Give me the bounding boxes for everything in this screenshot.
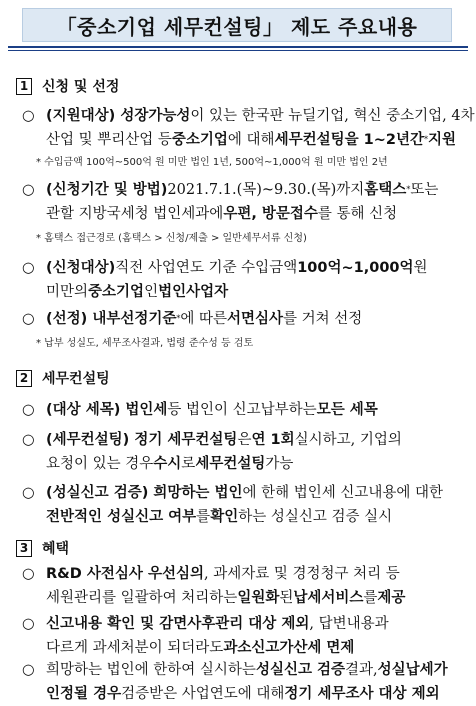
list-item-exemption: ○ 신고내용 확인 및 감면사후관리 대상 제외 , 답변내용과 다르게 과세처분이 되더라도 과소신고가산세 면제 bbox=[22, 612, 466, 660]
section-title: 신청 및 선정 bbox=[42, 79, 120, 95]
title-banner bbox=[22, 8, 452, 42]
section-number-box: 1 bbox=[16, 78, 32, 95]
circle-bullet-icon: ○ bbox=[22, 485, 35, 501]
page-title: 「중소기업 세무컨설팅」 제도 주요내용 bbox=[56, 14, 418, 39]
list-item-tax-consulting: ○ (세무컨설팅) 정기 세무컨설팅 은 연 1회 실시하고, 기업의 요청이 있는 경우 수시 로 세무컨설팅 가능 bbox=[22, 428, 466, 476]
circle-bullet-icon: ○ bbox=[22, 616, 35, 632]
list-item-compliance-review: ○ (성실신고 검증) 희망하는 법인 에 한해 법인세 신고내용에 대한 전반적인 성실신고 여부 를 확인 하는 성실신고 검증 실시 bbox=[22, 481, 466, 529]
section-1-header bbox=[16, 76, 119, 96]
circle-bullet-icon: ○ bbox=[22, 662, 35, 678]
section-2-header bbox=[16, 368, 110, 388]
footnote: * 홈택스 접근경로 (홈택스 > 신청/제출 > 일반세무서류 신청) bbox=[36, 233, 307, 244]
circle-bullet-icon: ○ bbox=[22, 566, 35, 582]
list-item-support-target: ○ (지원대상) 성장가능성 이 있는 한국판 뉴딜기업, 혁신 중소기업, 4차 산업 및 뿌리산업 등 중소기업 에 대해 세무컨설팅을 1~2년간 * 지원 bbox=[22, 104, 466, 152]
list-item-selection: ○ (선정) 내부선정기준 * 에 따른 서면심사 를 거쳐 선정 bbox=[22, 307, 466, 331]
section-3-header bbox=[16, 538, 69, 558]
circle-bullet-icon: ○ bbox=[22, 432, 35, 448]
section-title: 혜택 bbox=[42, 541, 70, 557]
list-item-rnd-priority: ○ R&D 사전심사 우선심의 , 과세자료 및 경정청구 처리 등 세원관리를 일괄하여 처리하는 일원화 된 납세서비스 를 제공 bbox=[22, 562, 466, 610]
circle-bullet-icon: ○ bbox=[22, 402, 35, 418]
section-title: 세무컨설팅 bbox=[42, 371, 110, 387]
list-item-eligibility: ○ (신청대상) 직전 사업연도 기준 수입금액 100억~1,000억 원 미만의 중소기업 인 법인사업자 bbox=[22, 256, 466, 304]
list-item-tax-items: ○ (대상 세목) 법인세 등 법인이 신고납부하는 모든 세목 bbox=[22, 398, 466, 422]
section-number-box: 2 bbox=[16, 370, 32, 387]
footnote: * 수입금액 100억~500억 원 미만 법인 1년, 500억~1,000억 원 미만 법인 2년 bbox=[36, 157, 388, 168]
list-item-application-period: ○ (신청기간 및 방법) 2021.7.1.(목)~9.30.(목)까지 홈택스 * 또는 관할 지방국세청 법인세과에 우편, 방문접수 를 통해 신청 bbox=[22, 178, 466, 226]
footnote: * 납부 성실도, 세무조사결과, 법령 준수성 등 검토 bbox=[36, 338, 254, 349]
circle-bullet-icon: ○ bbox=[22, 311, 35, 327]
list-item-audit-exclusion: ○ 희망하는 법인에 한하여 실시하는 성실신고 검증 결과, 성실납세가 인정될 경우 검증받은 사업연도에 대해 정기 세무조사 대상 제외 bbox=[22, 658, 466, 706]
section-number-box: 3 bbox=[16, 540, 32, 557]
circle-bullet-icon: ○ bbox=[22, 260, 35, 276]
circle-bullet-icon: ○ bbox=[22, 108, 35, 124]
circle-bullet-icon: ○ bbox=[22, 182, 35, 198]
title-divider bbox=[8, 46, 468, 51]
